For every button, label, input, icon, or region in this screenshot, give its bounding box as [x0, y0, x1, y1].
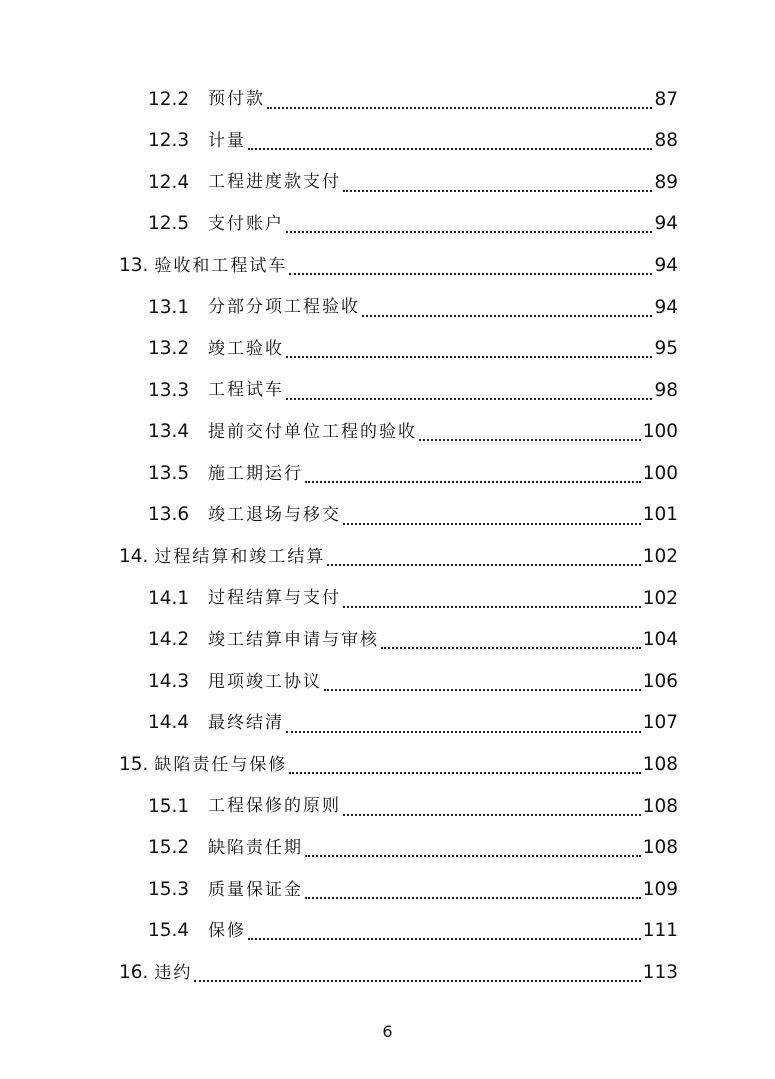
toc-entry[interactable]: [0, 786, 775, 828]
toc-entry-number: 12.2: [148, 88, 190, 110]
toc-entry-page: 94: [654, 213, 678, 235]
dot-leader: [305, 897, 641, 899]
toc-entry[interactable]: [0, 287, 775, 329]
toc-entry-page: 88: [654, 130, 678, 152]
toc-entry[interactable]: [0, 911, 775, 953]
toc-entry-page: 111: [642, 920, 678, 942]
toc-entry[interactable]: [0, 370, 775, 412]
page-number: 6: [382, 1022, 393, 1041]
dot-leader: [286, 398, 652, 400]
toc-entry[interactable]: [0, 537, 775, 579]
dot-leader: [343, 190, 652, 192]
toc-entry[interactable]: [0, 661, 775, 703]
toc-entry-page: 94: [654, 254, 678, 276]
toc-entry-page: 102: [642, 546, 678, 568]
toc-entry-title: 提前交付单位工程的验收: [208, 422, 417, 443]
toc-entry-page: 89: [654, 171, 678, 193]
dot-leader: [248, 148, 652, 150]
toc-entry-page: 98: [654, 379, 678, 401]
toc-entry-title: 施工期运行: [208, 463, 303, 484]
dot-leader: [286, 231, 652, 233]
toc-entry[interactable]: [0, 620, 775, 662]
toc-entry-page: 102: [642, 587, 678, 609]
dot-leader: [267, 107, 652, 109]
toc-entry-title: 工程进度款支付: [208, 172, 341, 193]
toc-entry[interactable]: [0, 204, 775, 246]
toc-entry-number: 13.6: [148, 504, 190, 526]
toc-entry-title: 违约: [154, 962, 193, 983]
toc-entry-number: 13.1: [148, 296, 190, 318]
toc-entry-page: 108: [642, 837, 678, 859]
toc-entry[interactable]: [0, 869, 775, 911]
toc-entry-page: 107: [642, 712, 678, 734]
toc-entry-title: 缺陷责任与保修: [154, 754, 288, 775]
dot-leader: [324, 689, 641, 691]
toc-entry-number: 14.1: [148, 587, 190, 609]
dot-leader: [343, 606, 641, 608]
toc-entry[interactable]: [0, 578, 775, 620]
toc-entry-page: 109: [642, 878, 678, 900]
toc-entry[interactable]: [0, 828, 775, 870]
toc-entry-page: 87: [654, 88, 678, 110]
toc-entry[interactable]: [0, 412, 775, 454]
toc-entry-title: 竣工验收: [208, 338, 284, 359]
dot-leader: [289, 273, 652, 275]
toc-entry[interactable]: [0, 952, 775, 994]
toc-entry-page: 106: [642, 670, 678, 692]
toc-entry-title: 工程保修的原则: [208, 796, 341, 817]
toc-entry-page: 95: [654, 338, 678, 360]
toc-entry-title: 缺陷责任期: [208, 837, 303, 858]
dot-leader: [381, 647, 641, 649]
toc-entry[interactable]: [0, 329, 775, 371]
toc-entry-page: 108: [642, 795, 678, 817]
toc-entry[interactable]: [0, 79, 775, 121]
toc-entry-number: 12.5: [148, 213, 190, 235]
toc-entry-number: 15.2: [148, 837, 190, 859]
toc-entry-page: 100: [642, 421, 678, 443]
toc-entry[interactable]: [0, 453, 775, 495]
dot-leader: [194, 980, 640, 982]
toc-entry-title: 支付账户: [208, 214, 284, 235]
toc-entry-number: 13.5: [148, 462, 190, 484]
toc-entry-number: 14.: [119, 546, 149, 568]
toc-entry-number: 14.4: [148, 712, 190, 734]
toc-entry-title: 保修: [208, 921, 246, 942]
toc-entry-title: 预付款: [208, 89, 265, 110]
toc-entry-title: 工程试车: [208, 380, 284, 401]
dot-leader: [343, 523, 641, 525]
toc-entry[interactable]: [0, 162, 775, 204]
dot-leader: [419, 439, 641, 441]
toc-entry-title: 竣工退场与移交: [208, 505, 341, 526]
toc-entry-number: 15.4: [148, 920, 190, 942]
toc-entry-title: 计量: [208, 130, 246, 151]
toc-entry[interactable]: [0, 495, 775, 537]
toc-entry-page: 108: [642, 754, 678, 776]
toc-entry-title: 竣工结算申请与审核: [208, 630, 379, 651]
toc-entry[interactable]: [0, 245, 775, 287]
dot-leader: [362, 315, 652, 317]
dot-leader: [305, 481, 641, 483]
toc-entry-number: 12.3: [148, 130, 190, 152]
toc-entry-title: 验收和工程试车: [154, 255, 288, 276]
toc-entry-number: 16.: [119, 962, 149, 984]
dot-leader: [305, 855, 641, 857]
toc-entry-number: 13.4: [148, 421, 190, 443]
dot-leader: [248, 938, 641, 940]
toc-entry-page: 113: [642, 962, 678, 984]
toc-entry-number: 13.2: [148, 338, 190, 360]
toc-entry-number: 15.3: [148, 878, 190, 900]
dot-leader: [327, 564, 640, 566]
toc-entry[interactable]: [0, 121, 775, 163]
dot-leader: [343, 814, 641, 816]
toc-entry-number: 13.: [119, 254, 149, 276]
toc-entry-page: 101: [642, 504, 678, 526]
toc-entry-title: 过程结算和竣工结算: [154, 546, 326, 567]
toc-entry[interactable]: [0, 745, 775, 787]
dot-leader: [289, 772, 640, 774]
toc-entry-number: 15.: [119, 754, 149, 776]
toc-entry-number: 12.4: [148, 171, 190, 193]
toc-entry-title: 质量保证金: [208, 879, 303, 900]
toc-entry-title: 最终结清: [208, 713, 284, 734]
toc-entry-title: 分部分项工程验收: [208, 297, 360, 318]
dot-leader: [286, 356, 652, 358]
toc-entry[interactable]: [0, 703, 775, 745]
toc-entry-number: 13.3: [148, 379, 190, 401]
toc-entry-page: 94: [654, 296, 678, 318]
toc-entry-page: 100: [642, 462, 678, 484]
dot-leader: [286, 731, 641, 733]
toc-entry-title: 甩项竣工协议: [208, 671, 322, 692]
toc-entry-title: 过程结算与支付: [208, 588, 341, 609]
toc-entry-page: 104: [642, 629, 678, 651]
toc-entry-number: 14.3: [148, 670, 190, 692]
toc-entry-number: 14.2: [148, 629, 190, 651]
toc-entry-number: 15.1: [148, 795, 190, 817]
table-of-contents: [0, 79, 775, 994]
